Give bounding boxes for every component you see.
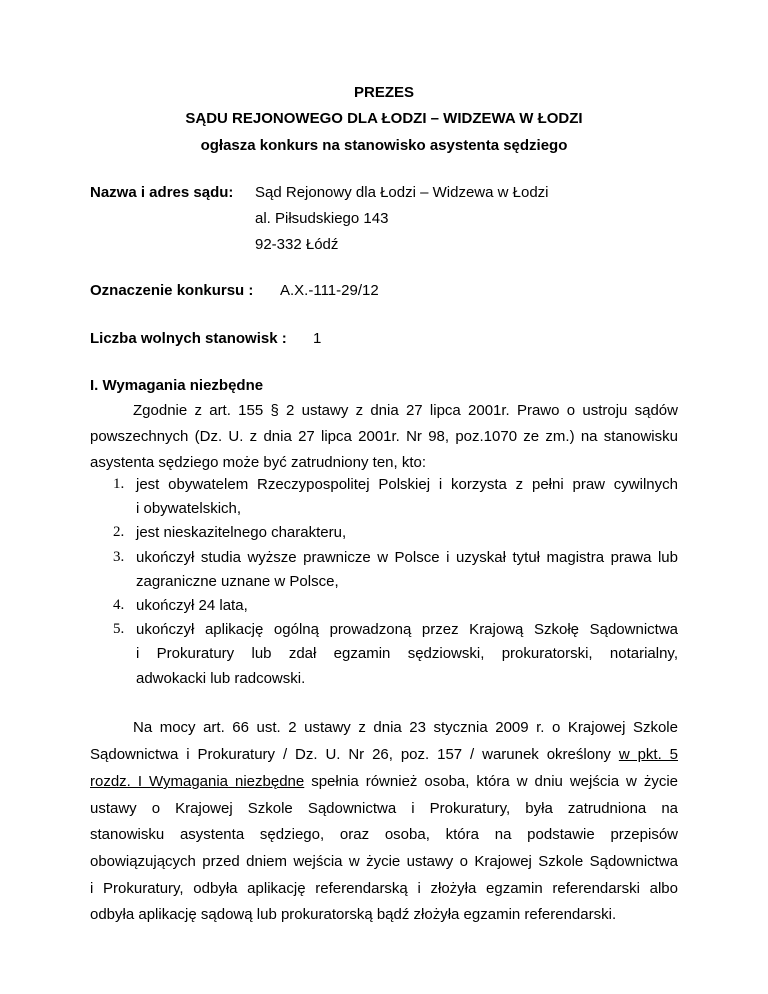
intro-line-2: powszechnych (Dz. U. z dnia 27 lipca 2001r. Nr 98, poz.1070 ze zm.) na stanowisku (90, 428, 678, 445)
positions-value: 1 (313, 330, 322, 347)
list-item-line: jest nieskazitelnego charakteru, (136, 524, 347, 541)
list-item-number: 5. (113, 621, 125, 637)
list-item-number: 1. (113, 476, 125, 492)
intro-line-1: Zgodnie z art. 155 § 2 ustawy z dnia 27 lipca 2001r. Prawo o ustroju sądów (133, 402, 678, 419)
list-item-number: 4. (113, 597, 125, 613)
list-item-line: ukończył aplikację ogólną prowadzoną przez Krajową Szkołę Sądownictwa (136, 621, 678, 638)
court-street: al. Piłsudskiego 143 (255, 210, 389, 227)
list-item-line: jest obywatelem Rzeczypospolitej Polskiej i korzysta z pełni praw cywilnych (136, 476, 678, 493)
paragraph-line-7: i Prokuratury, odbyła aplikację referendarską i złożyła egzamin referendarski albo (90, 880, 678, 897)
list-item-line: zagraniczne uznane w Polsce, (136, 573, 339, 590)
competition-label: Oznaczenie konkursu : (90, 282, 254, 299)
section-heading: I. Wymagania niezbędne (90, 377, 264, 394)
list-item-line: i Prokuratury lub zdał egzamin sędziowski, prokuratorski, notarialny, (136, 645, 678, 662)
positions-label: Liczba wolnych stanowisk : (90, 330, 287, 347)
list-item-line: adwokacki lub radcowski. (136, 670, 306, 687)
reference-link-point: w pkt. 5 (618, 746, 679, 763)
header-announcement: ogłasza konkurs na stanowisko asystenta sędziego (200, 137, 568, 154)
paragraph-line-8: odbyła aplikację sądową lub prokuratorską bądź złożyła egzamin referendarski. (90, 906, 617, 923)
paragraph-text: Sądownictwa i Prokuratury / Dz. U. Nr 26, poz. 157 / warunek określony (90, 746, 611, 763)
court-label: Nazwa i adres sądu: (90, 184, 234, 201)
court-name: Sąd Rejonowy dla Łodzi – Widzewa w Łodzi (255, 184, 549, 201)
paragraph-line-3 (90, 773, 678, 790)
intro-line-3: asystenta sędziego może być zatrudniony ten, kto: (90, 454, 427, 471)
competition-value: A.X.-111-29/12 (280, 282, 379, 299)
header-court: SĄDU REJONOWEGO DLA ŁODZI – WIDZEWA W ŁODZI (185, 110, 583, 127)
list-item-number: 2. (113, 524, 125, 540)
paragraph-line-4: ustawy o Krajowej Szkole Sądownictwa i Prokuratury, była zatrudniona na (90, 800, 678, 817)
reference-link-section: rozdz. I Wymagania niezbędne (90, 773, 305, 790)
list-item-line: i obywatelskich, (136, 500, 242, 517)
header-title: PREZES (353, 84, 414, 101)
paragraph-line-5: stanowisku asystenta sędziego, oraz osoba, która na podstawie przepisów (90, 826, 678, 843)
list-item-line: ukończył 24 lata, (136, 597, 248, 614)
court-city: 92-332 Łódź (255, 236, 339, 253)
paragraph-line-1: Na mocy art. 66 ust. 2 ustawy z dnia 23 stycznia 2009 r. o Krajowej Szkole (133, 719, 678, 736)
list-item-line: ukończył studia wyższe prawnicze w Polsce i uzyskał tytuł magistra prawa lub (136, 549, 678, 566)
paragraph-line-2 (90, 746, 678, 763)
paragraph-line-6: obowiązujących przed dniem wejścia w życie ustawy o Krajowej Szkole Sądownictwa (90, 853, 678, 870)
paragraph-text: spełnia również osoba, która w dniu wejścia w życie (304, 773, 678, 790)
list-item-number: 3. (113, 549, 125, 565)
